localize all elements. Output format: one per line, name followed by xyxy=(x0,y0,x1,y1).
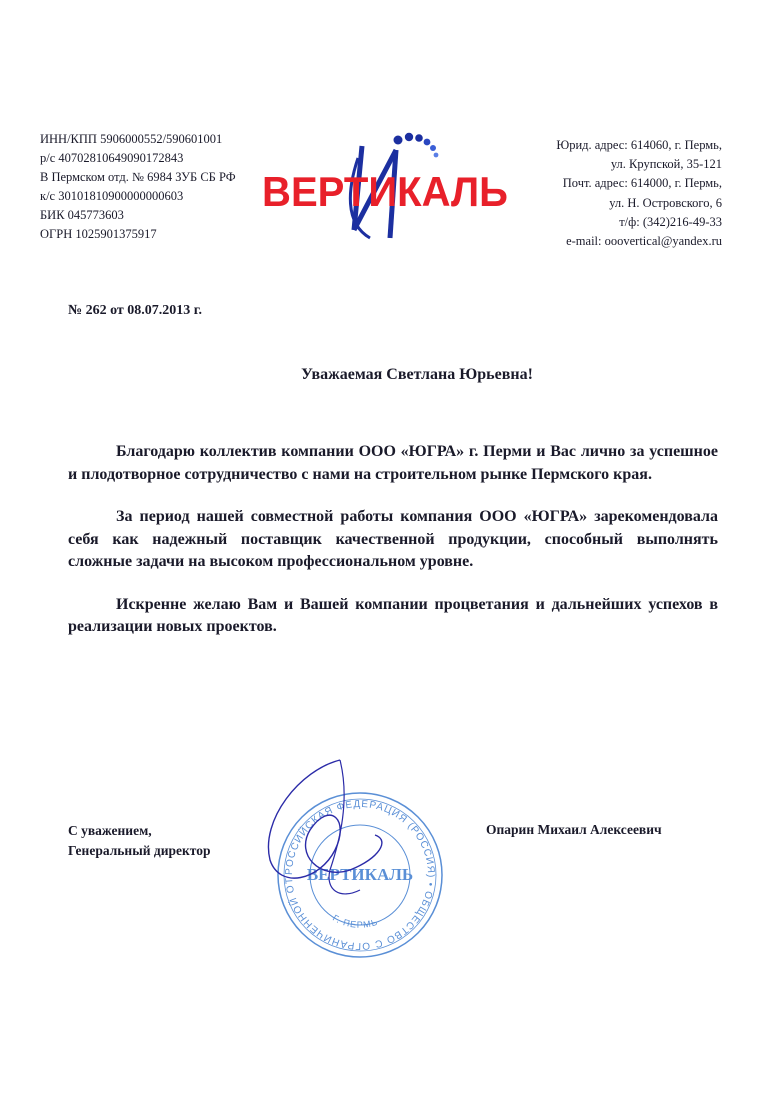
paragraph-1: Благодарю коллектив компании ООО «ЮГРА» г. Перми и Вас лично за успешное и плодотворное сотрудничество с нами на строительном рынке Пермского края. xyxy=(68,443,718,483)
requisite-bank: В Пермском отд. № 6984 ЗУБ СБ РФ xyxy=(40,170,236,184)
requisite-corr-account: к/с 30101810900000000603 xyxy=(40,189,184,203)
letter-body xyxy=(68,441,718,659)
stamp-city-text: Г. ПЕРМЬ xyxy=(330,912,380,930)
paragraph-3: Искренне желаю Вам и Вашей компании процветания и дальнейших успехов в реализации новых проектов. xyxy=(68,595,718,635)
document-number: № 262 от 08.07.2013 г. xyxy=(68,303,203,318)
requisite-bik: БИК 045773603 xyxy=(40,208,124,222)
stamp-and-signature xyxy=(240,740,480,970)
email: e-mail: ooovertical@yandex.ru xyxy=(566,234,722,249)
logo-text: ВЕРТИКАЛЬ xyxy=(262,168,508,215)
stamp-graphic xyxy=(240,740,480,970)
phone-fax: т/ф: (342)216-49-33 xyxy=(619,214,722,229)
svg-text:Г. ПЕРМЬ xyxy=(331,913,379,930)
logo-graphic xyxy=(258,128,514,246)
closing xyxy=(68,821,210,861)
postal-address: Почт. адрес: 614000, г. Пермь, xyxy=(562,176,722,191)
requisites-right xyxy=(556,136,722,251)
postal-street: ул. Н. Островского, 6 xyxy=(609,195,722,210)
requisite-ogrn: ОГРН 1025901375917 xyxy=(40,227,157,241)
legal-address: Юрид. адрес: 614060, г. Пермь, xyxy=(556,138,722,152)
stamp-center-text: ВЕРТИКАЛЬ xyxy=(306,865,414,884)
legal-street: ул. Крупской, 35-121 xyxy=(610,157,722,172)
requisite-inn: ИНН/КПП 5906000552/590601001 xyxy=(40,132,223,146)
signer-name: Опарин Михаил Алексеевич xyxy=(486,822,662,837)
paragraph-2: За период нашей совместной работы компания ООО «ЮГРА» зарекомендовала себя как надежный поставщик качественной продукции, способный выполнять сложные задачи на высоком профессиональном уровне. xyxy=(68,508,718,570)
closing-regards: С уважением, xyxy=(68,823,152,838)
stamp-outer-text: РОССИЙСКАЯ ФЕДЕРАЦИЯ (РОССИЯ) • ОБЩЕСТВО С ОГРАНИЧЕННОЙ ОТ xyxy=(283,798,437,952)
salutation: Уважаемая Светлана Юрьевна! xyxy=(301,366,533,383)
closing-position: Генеральный директор xyxy=(68,843,211,858)
requisites-left xyxy=(40,130,236,244)
company-logo xyxy=(258,128,514,246)
requisite-account: р/с 40702810649090172843 xyxy=(40,151,184,165)
